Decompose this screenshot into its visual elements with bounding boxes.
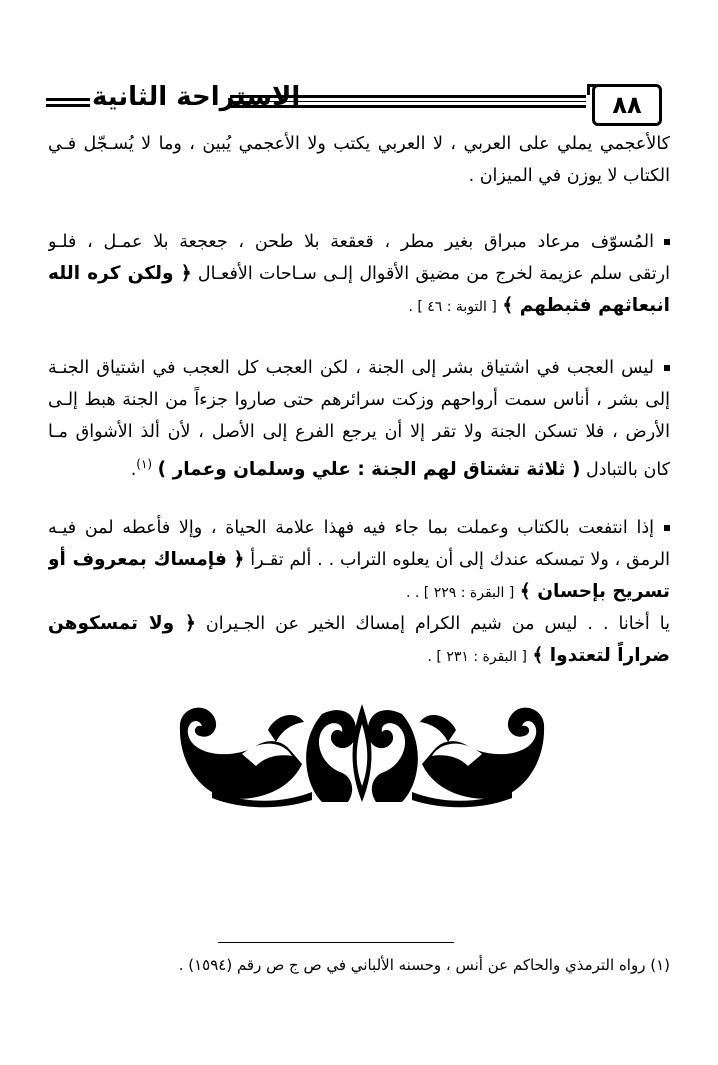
footnote-separator bbox=[218, 942, 454, 943]
paragraph-5-line-1: يا أخانا . . ليس من شيم الكرام إمساك الخير عن الجـيران ﴿ ولا تمسكوهن bbox=[48, 613, 670, 634]
quran-reference: [ التوبة : ٤٦ ] . bbox=[408, 299, 497, 315]
quran-quote: ضراراً لتعتدوا ﴾ bbox=[532, 645, 670, 666]
decorative-ornament-icon bbox=[172, 694, 552, 812]
hadith-quote: ( ثلاثة تشتاق لهم الجنة : علي وسلمان وعمار ) bbox=[157, 458, 581, 480]
footnote-marker[interactable]: (١) bbox=[136, 457, 153, 471]
footnote: (١) رواه الترمذي والحاكم عن أنس ، وحسنه الألباني في ص ج ص رقم (١٥٩٤) . bbox=[178, 956, 670, 974]
paragraph-1-line-2: الكتاب لا يوزن في الميزان . bbox=[468, 166, 670, 186]
header-rule-left-top bbox=[46, 98, 90, 101]
paragraph-4-line-2: الرمق ، ولا تمسكه عندك إلى أن يعلوه التراب . . ألم تقـرأ ﴿ فإمساك بمعروف أو bbox=[48, 549, 670, 570]
header-rule-left-bottom bbox=[46, 104, 90, 107]
paragraph-2 bbox=[48, 226, 670, 323]
paragraph-2-line-3 bbox=[48, 290, 670, 323]
quran-reference: [ البقرة : ٢٣١ ] . bbox=[427, 649, 527, 665]
page-header bbox=[40, 78, 680, 124]
square-bullet-icon bbox=[664, 365, 670, 371]
paragraph-1-line-1: كالأعجمي يملي على العربي ، لا العربي يكتب ولا الأعجمي يُبين ، وما لا يُسـجّل فـي bbox=[48, 134, 670, 154]
quran-quote: ﴿ فإمساك بمعروف أو bbox=[48, 549, 245, 570]
page-number: ٨٨ bbox=[592, 84, 662, 126]
paragraph-3-line-3: الأرض ، فلا تسكن الجنة ولا تقر إلا أن يرجع الفرع إلى الأصل ، لأن ألذ الأشواق مـا bbox=[48, 422, 670, 442]
paragraph-1 bbox=[48, 128, 670, 192]
paragraph-5-line-2 bbox=[48, 640, 670, 673]
running-title: الاستراحة الثانية bbox=[92, 82, 301, 112]
paragraph-3-line-2: إلى بشر ، أناس سمت أرواحهم وزكت سرائرهم حتى صاروا جزءاً من الجنة هبط إلـى bbox=[48, 390, 670, 410]
paragraph-2-line-2: ارتقى سلم عزيمة لخرج من مضيق الأقوال إلـى سـاحات الأفعـال ﴿ ولكن كره الله bbox=[48, 263, 670, 284]
square-bullet-icon bbox=[664, 239, 670, 245]
quran-quote: ﴿ ولا تمسكوهن bbox=[48, 613, 196, 634]
paragraph-2-line-1: المُسوّف مرعاد مبراق بغير مطر ، قعقعة بلا طحن ، جعجعة بلا عمـل ، فلـو bbox=[48, 226, 670, 258]
paragraph-4 bbox=[48, 512, 670, 609]
quran-quote: تسريح بإحسان ﴾ bbox=[519, 581, 670, 602]
paragraph-4-line-1: إذا انتفعت بالكتاب وعملت بما جاء فيه فهذا علامة الحياة ، وإلا فأعطه لمن فيـه bbox=[48, 512, 670, 544]
quran-quote: ﴿ ولكن كره الله bbox=[48, 263, 192, 284]
paragraph-3 bbox=[48, 352, 670, 486]
square-bullet-icon bbox=[664, 525, 670, 531]
paragraph-3-line-1: ليس العجب في اشتياق بشر إلى الجنة ، لكن العجب كل العجب في اشتياق الجنـة bbox=[48, 352, 670, 384]
quran-reference: [ البقرة : ٢٢٩ ] . . bbox=[406, 585, 515, 601]
paragraph-3-line-4: كان بالتبادل ( ثلاثة تشتاق لهم الجنة : علي وسلمان وعمار ) $^{(١)}$. bbox=[130, 457, 670, 480]
paragraph-4-line-3 bbox=[48, 576, 670, 609]
quran-quote: انبعاثهم فثبطهم ﴾ bbox=[502, 295, 670, 316]
paragraph-5 bbox=[48, 608, 670, 673]
